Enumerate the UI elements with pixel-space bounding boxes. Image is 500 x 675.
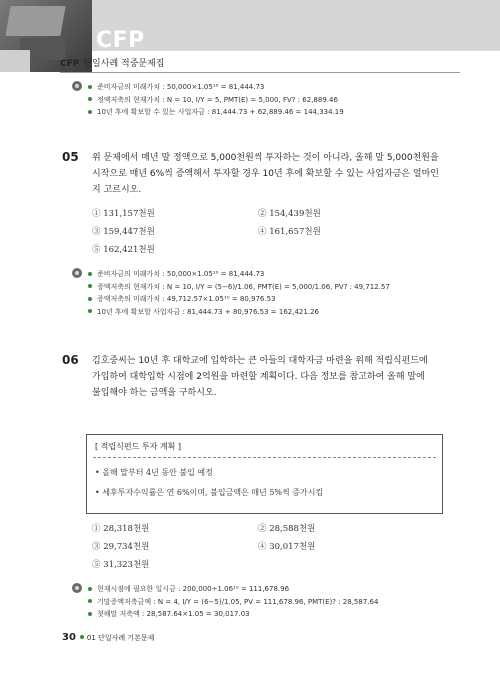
cfp-logo: CFP [96, 28, 145, 53]
answer-option[interactable]: ③ 159,447천원 [92, 227, 155, 237]
solution-line: 정액저축의 현재가치 : N = 10, I/Y = 5, PMT(E) = 5,000, FV? : 62,889.46 [86, 94, 344, 107]
solution-line: 첫해말 저축액 : 28,587.64×1.05 = 30,017.03 [86, 608, 378, 621]
solution-block-1 [86, 81, 344, 119]
solution-icon [72, 81, 82, 91]
answer-option[interactable]: ② 154,439천원 [258, 209, 321, 219]
bullet-icon [88, 612, 92, 616]
page-footer [62, 632, 154, 643]
solution-line: 증액저축의 미래가치 : 49,712.57×1.05¹⁰ = 80,976.53 [86, 293, 390, 306]
solution-icon [72, 268, 82, 278]
question-text: 김호중씨는 10년 후 대학교에 입학하는 큰 아들의 대학자금 마련을 위해 적립식펀드에 가입하여 대학입학 시점에 2억원을 마련할 계획이다. 다음 정보를 참고하여 올해 말에 불입해야 하는 금액을 구하시오. [92, 356, 428, 398]
section-name: 01 단일사례 기본문제 [86, 634, 155, 642]
bullet-icon [88, 85, 92, 89]
photo-shape [0, 50, 30, 72]
header-divider [60, 72, 460, 73]
answer-option[interactable]: ④ 30,017천원 [258, 542, 316, 552]
solution-line: 준비자금의 미래가치 : 50,000×1.05¹⁰ = 81,444.73 [86, 268, 390, 281]
book-title: CFP 단일사례 적중문제집 [60, 59, 165, 69]
question-number: 06 [62, 353, 79, 367]
question-number: 05 [62, 150, 79, 164]
bullet-icon [88, 272, 92, 276]
bullet-icon [88, 297, 92, 301]
bullet-icon [88, 309, 92, 313]
bullet-icon [88, 284, 92, 288]
box-item: • 올해 말부터 4년 동안 불입 예정 [95, 468, 213, 477]
photo-shape [5, 6, 65, 36]
bullet-icon [88, 97, 92, 101]
question-text: 위 문제에서 매년 말 정액으로 5,000천원씩 투자하는 것이 아니라, 올해 말 5,000천원을 시작으로 매년 6%씩 증액해서 투자할 경우 10년 후에 확보할 수 있는 사업자금은 얼마인 지 고르시오. [92, 153, 439, 195]
bullet-icon [88, 110, 92, 114]
box-item: • 세후투자수익률은 연 6%이며, 불입금액은 매년 5%씩 증가시킴 [95, 488, 324, 497]
answer-option[interactable]: ⑤ 162,421천원 [92, 245, 155, 255]
answer-option[interactable]: ① 28,318천원 [92, 524, 150, 534]
box-divider [93, 457, 436, 458]
solution-line: 기말증액저축금액 : N = 4, I/Y = (6−5)/1.05, PV = 111,678.96, PMT(E)? : 28,587.64 [86, 596, 378, 609]
box-title: [ 적립식펀드 투자 계획 ] [95, 442, 181, 451]
page-number: 30 [62, 632, 76, 643]
footer-dot-icon [80, 635, 84, 639]
solution-line: 10년 후에 확보할 수 있는 사업자금 : 81,444.73 + 62,889.46 = 144,334.19 [86, 106, 344, 119]
answer-option[interactable]: ③ 29,734천원 [92, 542, 150, 552]
fund-plan-box [86, 434, 443, 514]
bullet-icon [88, 587, 92, 591]
answer-option[interactable]: ② 28,588천원 [258, 524, 316, 534]
bullet-icon [88, 599, 92, 603]
solution-block-2 [86, 268, 390, 318]
solution-line: 현재시점에 필요한 일시금 : 200,000÷1.06¹⁰ = 111,678.96 [86, 583, 378, 596]
solution-block-3 [86, 583, 378, 621]
solution-icon [72, 583, 82, 593]
solution-line: 준비자금의 미래가치 : 50,000×1.05¹⁰ = 81,444.73 [86, 81, 344, 94]
answer-option[interactable]: ④ 161,657천원 [258, 227, 321, 237]
answer-option[interactable]: ⑤ 31,323천원 [92, 560, 150, 570]
header-band [92, 0, 500, 51]
solution-line: 증액저축의 현재가치 : N = 10, I/Y = (5−6)/1.06, PMT(E) = 5,000/1.06, PV? : 49,712.57 [86, 281, 390, 294]
solution-line: 10년 후에 확보할 사업자금 : 81,444.73 + 80,976.53 = 162,421.26 [86, 306, 390, 319]
answer-option[interactable]: ① 131,157천원 [92, 209, 155, 219]
